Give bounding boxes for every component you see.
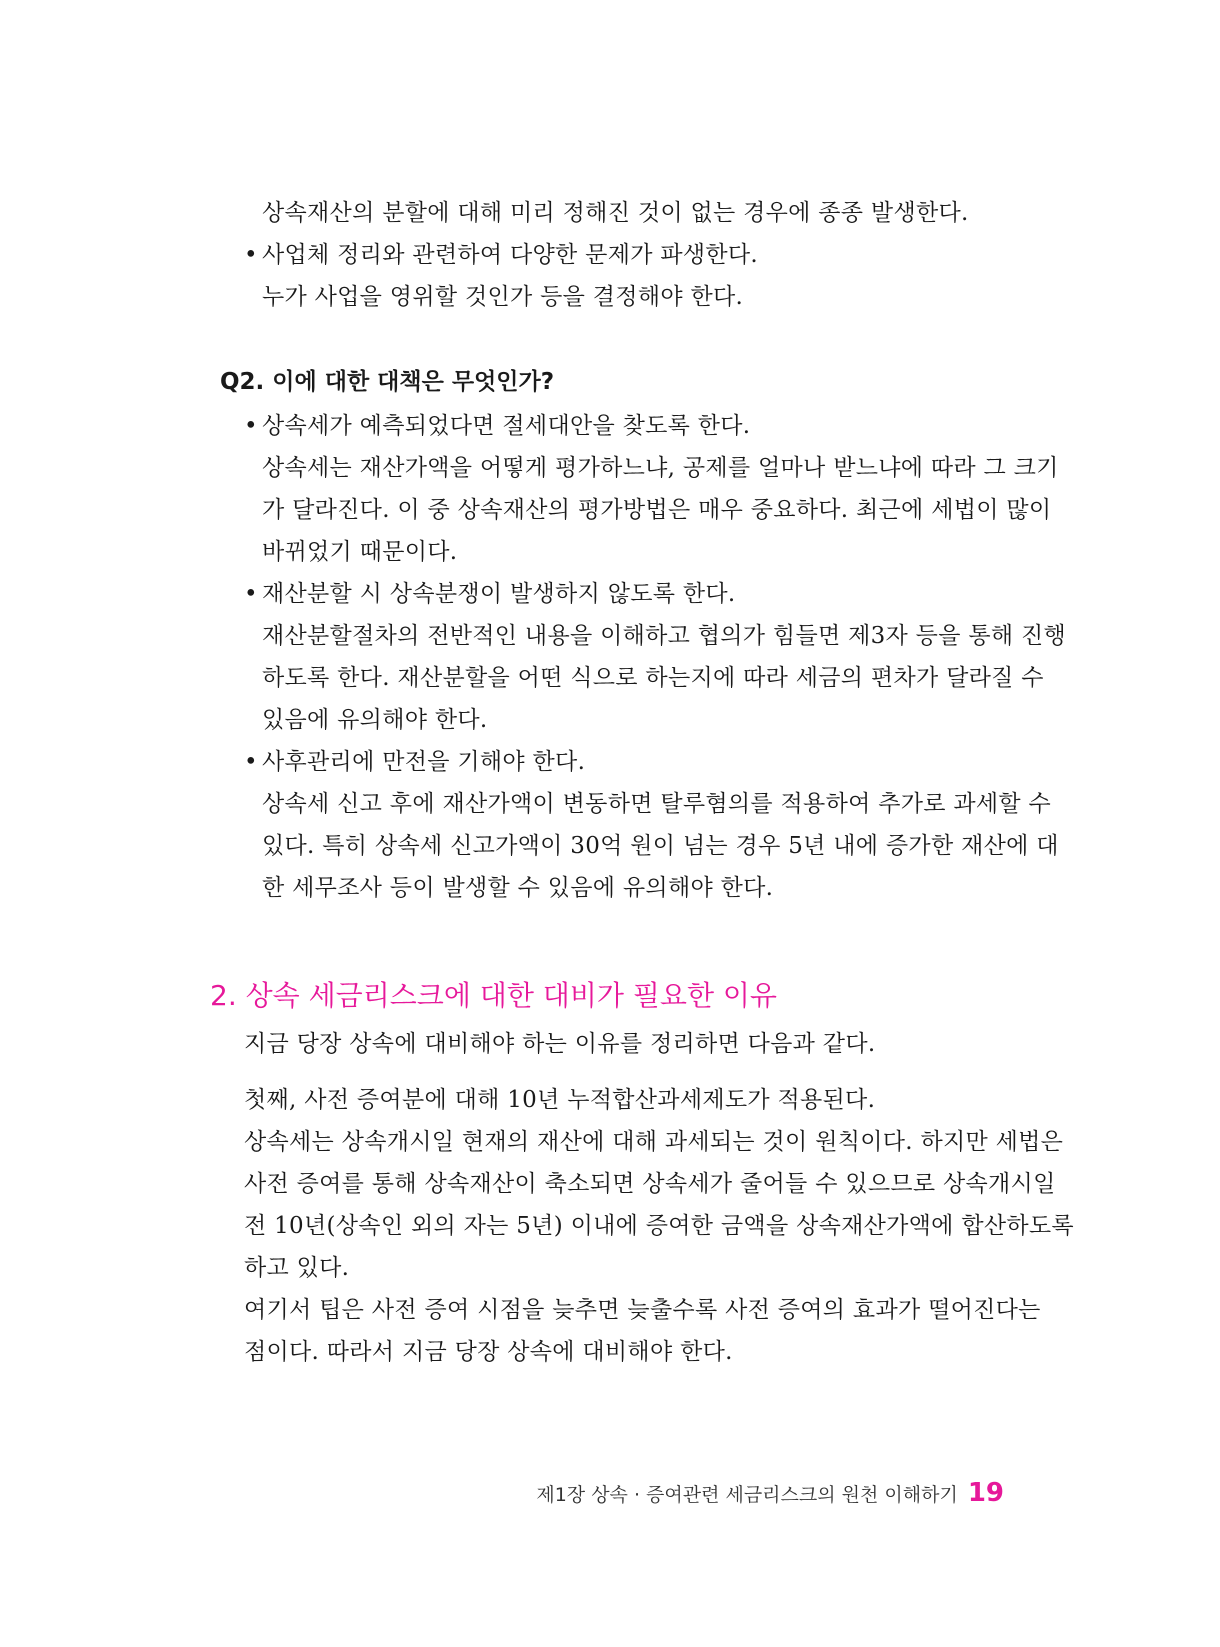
body-line: 상속세는 상속개시일 현재의 재산에 대해 과세되는 것이 원칙이다. 하지만 세법은 xyxy=(244,1129,1064,1155)
body-line: 재산분할절차의 전반적인 내용을 이해하고 협의가 힘들면 제3자 등을 통해 진행 xyxy=(262,623,1067,649)
section-heading: 2. 상속 세금리스크에 대한 대비가 필요한 이유 xyxy=(210,979,777,1012)
body-line: 첫째, 사전 증여분에 대해 10년 누적합산과세제도가 적용된다. xyxy=(244,1087,876,1113)
body-line: 있음에 유의해야 한다. xyxy=(262,707,488,733)
page-footer xyxy=(536,1478,1004,1510)
bullet-item-text: 재산분할 시 상속분쟁이 발생하지 않도록 한다. xyxy=(262,581,736,607)
bullet-icon: • xyxy=(244,749,258,775)
body-line: 바뀌었기 때문이다. xyxy=(262,539,458,565)
body-line: 상속세 신고 후에 재산가액이 변동하면 탈루혐의를 적용하여 추가로 과세할 수 xyxy=(262,791,1052,817)
body-line: 한 세무조사 등이 발생할 수 있음에 유의해야 한다. xyxy=(262,875,774,901)
body-line: 상속세는 재산가액을 어떻게 평가하느냐, 공제를 얼마나 받느냐에 따라 그 크기 xyxy=(262,455,1059,481)
bullet-item xyxy=(244,747,585,777)
bullet-icon: • xyxy=(244,581,258,607)
body-line: 지금 당장 상속에 대비해야 하는 이유를 정리하면 다음과 같다. xyxy=(244,1031,876,1057)
body-line: 상속재산의 분할에 대해 미리 정해진 것이 없는 경우에 종종 발생한다. xyxy=(262,200,969,226)
body-line: 가 달라진다. 이 중 상속재산의 평가방법은 매우 중요하다. 최근에 세법이 많이 xyxy=(262,497,1052,523)
question-heading: Q2. 이에 대한 대책은 무엇인가? xyxy=(220,369,555,395)
body-line: 누가 사업을 영위할 것인가 등을 결정해야 한다. xyxy=(262,284,744,310)
bullet-icon: • xyxy=(244,242,258,268)
body-line: 여기서 팁은 사전 증여 시점을 늦추면 늦출수록 사전 증여의 효과가 떨어진다는 xyxy=(244,1297,1041,1323)
chapter-title: 제1장 상속 · 증여관련 세금리스크의 원천 이해하기 xyxy=(536,1484,958,1506)
bullet-item-text: 사후관리에 만전을 기해야 한다. xyxy=(262,749,586,775)
body-line: 있다. 특히 상속세 신고가액이 30억 원이 넘는 경우 5년 내에 증가한 재산에 대 xyxy=(262,833,1059,859)
bullet-item xyxy=(244,240,758,270)
page-number: 19 xyxy=(967,1478,1004,1508)
bullet-item-text: 사업체 정리와 관련하여 다양한 문제가 파생한다. xyxy=(262,242,759,268)
bullet-item xyxy=(244,579,736,609)
body-line: 하고 있다. xyxy=(244,1255,350,1281)
body-line: 점이다. 따라서 지금 당장 상속에 대비해야 한다. xyxy=(244,1339,733,1365)
body-line: 전 10년(상속인 외의 자는 5년) 이내에 증여한 금액을 상속재산가액에 합산하도록 xyxy=(244,1213,1074,1239)
bullet-item xyxy=(244,411,750,441)
bullet-item-text: 상속세가 예측되었다면 절세대안을 찾도록 한다. xyxy=(262,413,751,439)
bullet-icon: • xyxy=(244,413,258,439)
body-line: 사전 증여를 통해 상속재산이 축소되면 상속세가 줄어들 수 있으므로 상속개시일 xyxy=(244,1171,1056,1197)
body-line: 하도록 한다. 재산분할을 어떤 식으로 하는지에 따라 세금의 편차가 달라질 수 xyxy=(262,665,1044,691)
